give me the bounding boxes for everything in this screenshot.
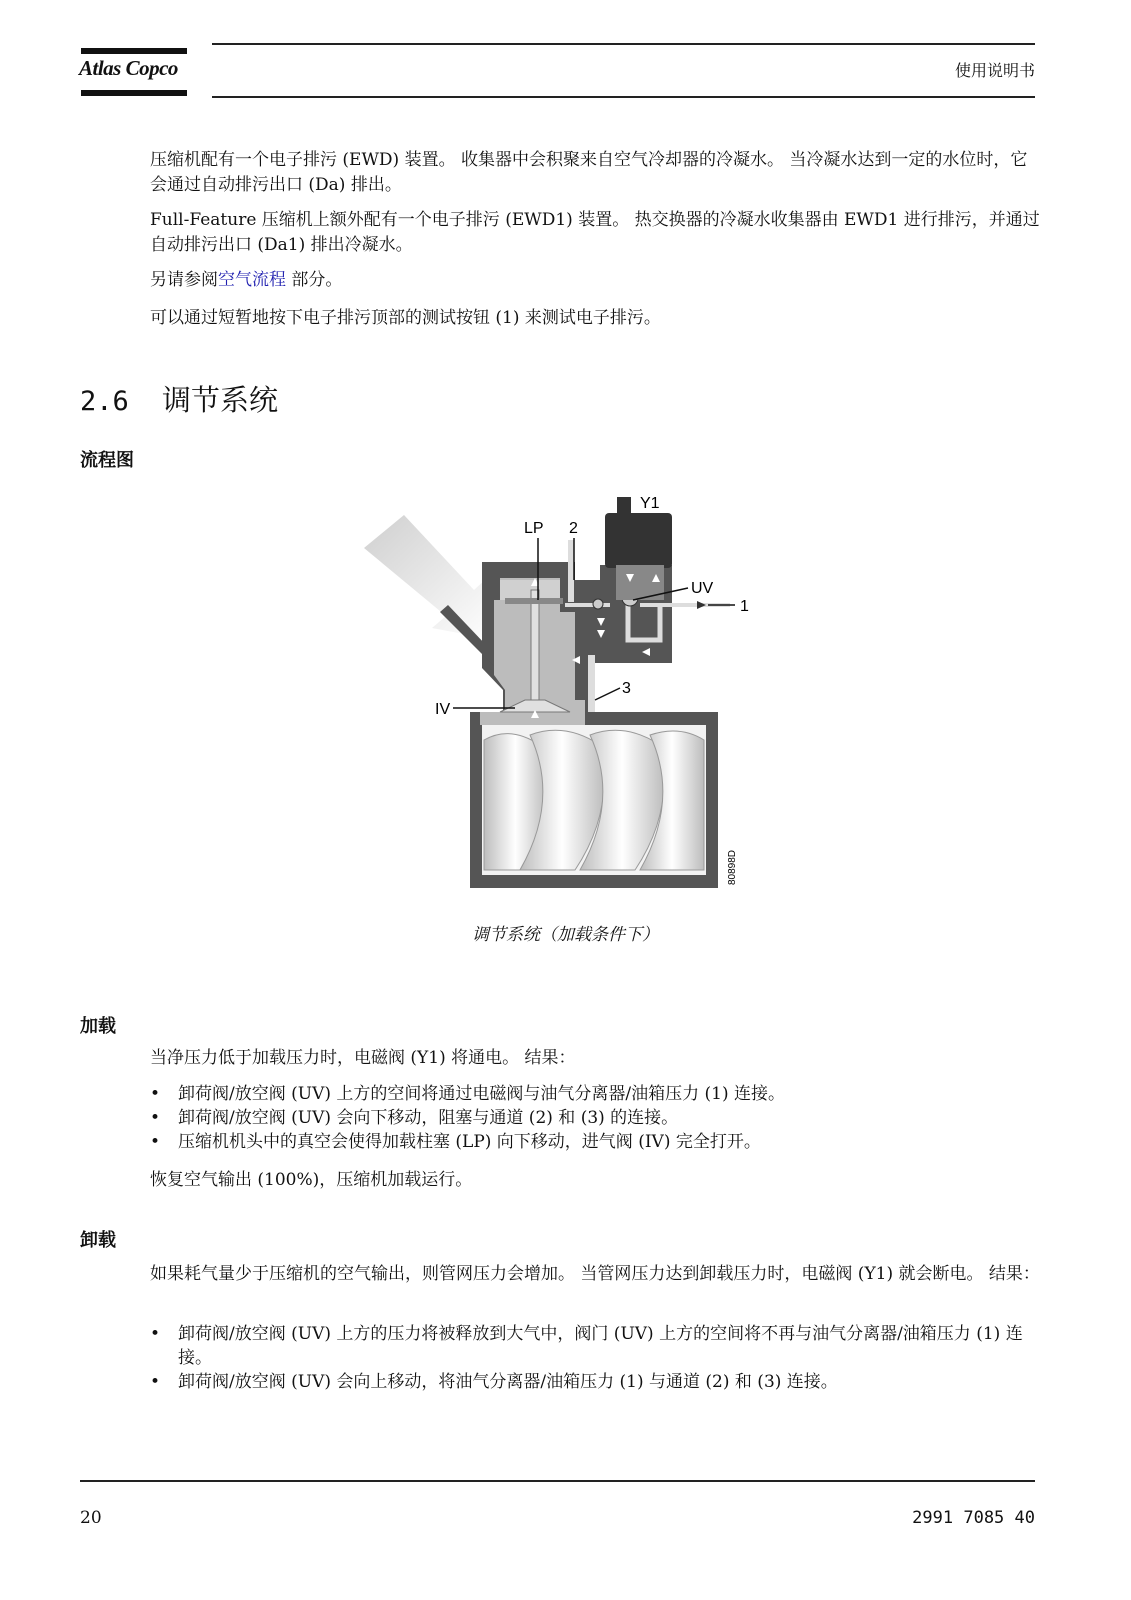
leader-3 (595, 688, 620, 700)
air-flow-link[interactable]: 空气流程 (218, 270, 286, 290)
intro-paragraph-see-also (150, 268, 1040, 293)
supply-inflow-arrow (697, 601, 706, 609)
footer-rule (80, 1480, 1035, 1482)
channel-2 (568, 540, 574, 602)
list-item: • 卸荷阀/放空阀 (UV) 会向上移动，将油气分离器/油箱压力 (1) 与通道 (2) 和 (3) 连接。 (150, 1370, 1040, 1394)
section-title: 调节系统 (162, 383, 279, 417)
label-3: 3 (622, 680, 631, 697)
unloading-intro: 如果耗气量少于压缩机的空气输出，则管网压力会增加。 当管网压力达到卸载压力时，电磁阀 (Y1) 就会断电。 结果： (150, 1264, 1040, 1284)
see-also-prefix: 另请参阅 (150, 270, 218, 290)
document-number: 2991 7085 40 (912, 1508, 1035, 1528)
label-2: 2 (569, 520, 578, 537)
piston-head (505, 598, 563, 604)
intro-paragraph-test-button: 可以通过短暂地按下电子排污顶部的测试按钮 (1) 来测试电子排污。 (150, 308, 661, 328)
document-type-title: 使用说明书 (954, 61, 1035, 80)
section-heading (80, 378, 278, 419)
intro-paragraph-ewd1: Full-Feature 压缩机上额外配有一个电子排污 (EWD1) 装置。 热交换器的冷凝水收集器由 EWD1 进行排污，并通过自动排污出口 (Da1) 排出冷凝水。 (150, 210, 1040, 255)
loading-intro: 当净压力低于加载压力时，电磁阀 (Y1) 将通电。 结果： (150, 1048, 576, 1068)
piston-stem (531, 590, 539, 710)
atlas-copco-logo: Atlas Copco (79, 56, 178, 80)
intro-paragraph-ewd: 压缩机配有一个电子排污 (EWD) 装置。 收集器中会积聚来自空气冷却器的冷凝水。 当冷凝水达到一定的水位时，它会通过自动排污出口 (Da) 排出。 (150, 150, 1028, 195)
label-uv: UV (691, 580, 714, 597)
label-lp: LP (524, 520, 544, 537)
see-also-suffix: 部分。 (286, 270, 343, 290)
list-item: • 压缩机机头中的真空会使得加载柱塞 (LP) 向下移动，进气阀 (IV) 完全打开。 (150, 1130, 1040, 1154)
list-item: • 卸荷阀/放空阀 (UV) 会向下移动，阻塞与通道 (2) 和 (3) 的连接。 (150, 1106, 1040, 1130)
solenoid-coil (605, 513, 672, 568)
label-iv: IV (435, 701, 451, 718)
list-item: • 卸荷阀/放空阀 (UV) 上方的压力将被释放到大气中，阀门 (UV) 上方的空间将不再与油气分离器/油箱压力 (1) 连接。 (150, 1322, 1040, 1370)
logo-top-bar (81, 48, 187, 54)
regulating-system-diagram (350, 485, 760, 895)
list-item: • 卸荷阀/放空阀 (UV) 上方的空间将通过电磁阀与油气分离器/油箱压力 (1) 连接。 (150, 1082, 1040, 1106)
solenoid-stem (617, 497, 631, 515)
label-1: 1 (740, 598, 749, 615)
header-top-rule (212, 43, 1035, 45)
label-y1: Y1 (640, 495, 660, 512)
figure-code: 80898D (727, 849, 738, 885)
channel-3 (588, 655, 595, 712)
loading-heading: 加载 (80, 1016, 116, 1037)
flowchart-heading: 流程图 (80, 450, 134, 471)
figure-caption: 调节系统（加载条件下） (472, 925, 659, 945)
logo-bottom-bar (81, 90, 187, 96)
loading-bullet-list (150, 1082, 1040, 1154)
loading-result: 恢复空气输出 (100%)，压缩机加载运行。 (150, 1170, 473, 1190)
upper-piston-cavity (500, 580, 560, 600)
small-valve-body (593, 599, 603, 609)
header-bottom-rule (212, 96, 1035, 98)
section-number: 2.6 (80, 386, 129, 417)
page-number: 20 (80, 1508, 102, 1528)
air-inlet-arrow (364, 515, 496, 640)
unloading-bullet-list (150, 1322, 1040, 1394)
unloading-heading: 卸载 (80, 1230, 116, 1251)
screw-rotors (484, 730, 704, 870)
